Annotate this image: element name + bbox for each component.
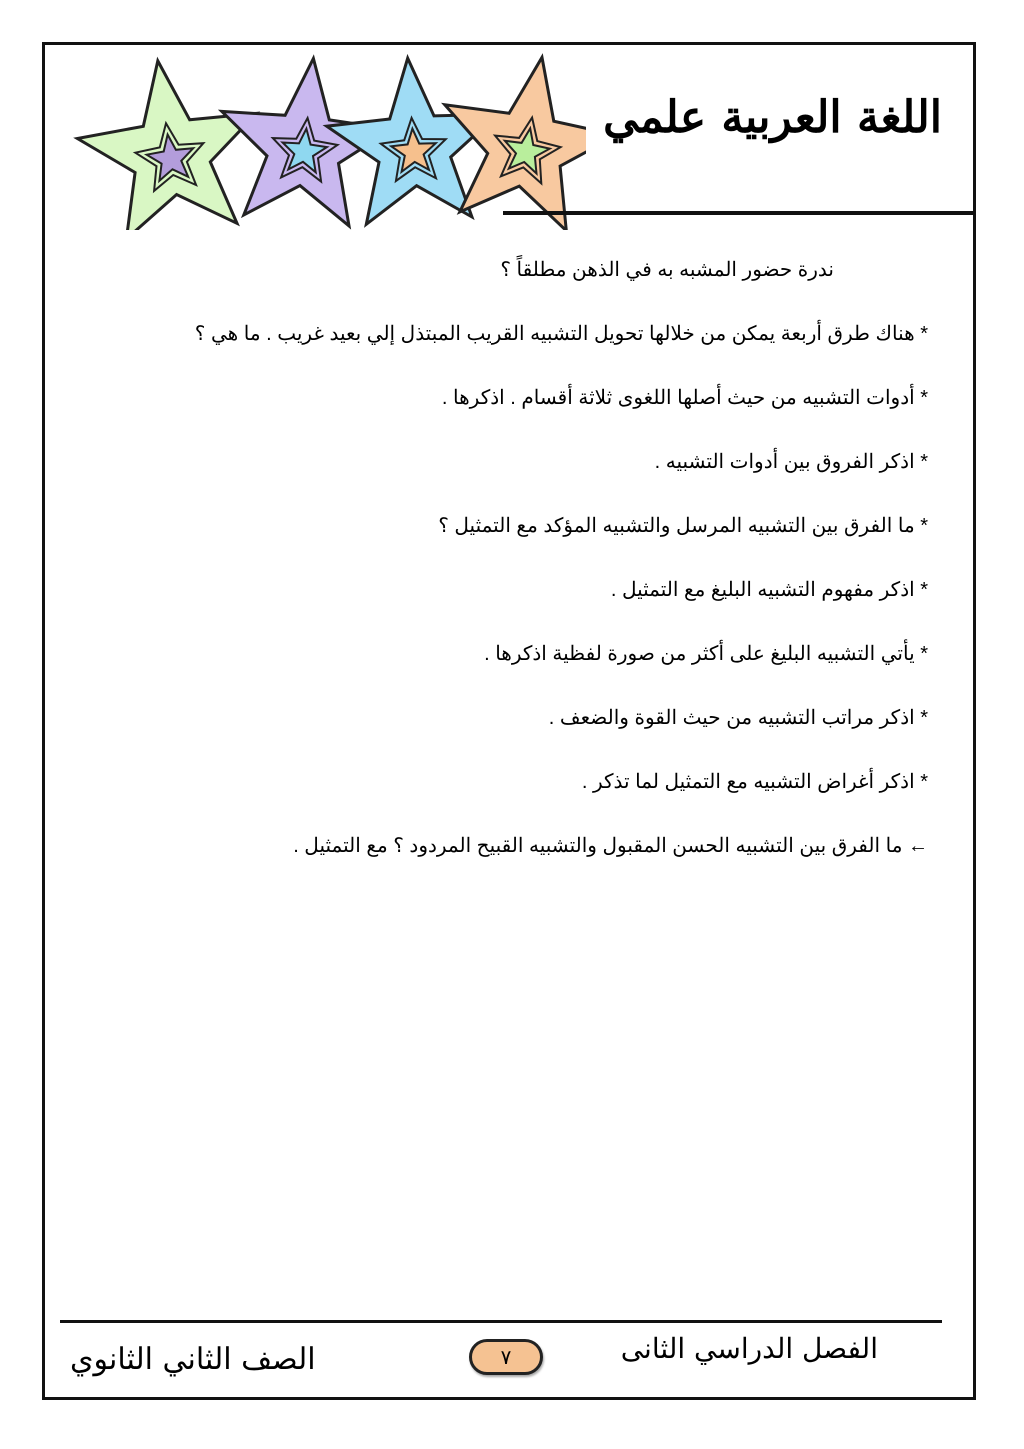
stars-decoration [46,50,586,230]
green-star-icon [77,61,256,230]
question-item: * أدوات التشبيه من حيث أصلها اللغوى ثلاثة أقسام . اذكرها . [441,387,928,409]
footer-divider [60,1320,942,1323]
header-divider [503,211,976,215]
page-number-badge [469,1339,543,1375]
semester-label: الفصل الدراسي الثانى [620,1332,878,1365]
question-item: * اذكر مراتب التشبيه من حيث القوة والضعف . [548,707,928,729]
question-item: * اذكر مفهوم التشبيه البليغ مع التمثيل . [610,579,928,601]
question-item: * ما الفرق بين التشبيه المرسل والتشبيه المؤكد مع التمثيل ؟ [438,515,928,537]
question-item: * هناك طرق أربعة يمكن من خلالها تحويل التشبيه القريب المبتذل إلي بعيد غريب . ما هي ؟ [194,323,928,345]
page-title: اللغة العربية علمي [603,92,942,143]
question-item: * اذكر أغراض التشبيه مع التمثيل لما تذكر . [581,771,928,793]
question-item: * اذكر الفروق بين أدوات التشبيه . [654,451,928,473]
question-item: * يأتي التشبيه البليغ على أكثر من صورة لفظية اذكرها . [484,643,928,665]
question-item: ندرة حضور المشبه به في الذهن مطلقاً ؟ [500,259,834,281]
grade-label: الصف الثاني الثانوي [70,1342,316,1377]
page-number: ٧ [500,1345,512,1369]
question-list [108,250,928,890]
question-item: ← ما الفرق بين التشبيه الحسن المقبول والتشبيه القبيح المردود ؟ مع التمثيل . [293,835,928,857]
